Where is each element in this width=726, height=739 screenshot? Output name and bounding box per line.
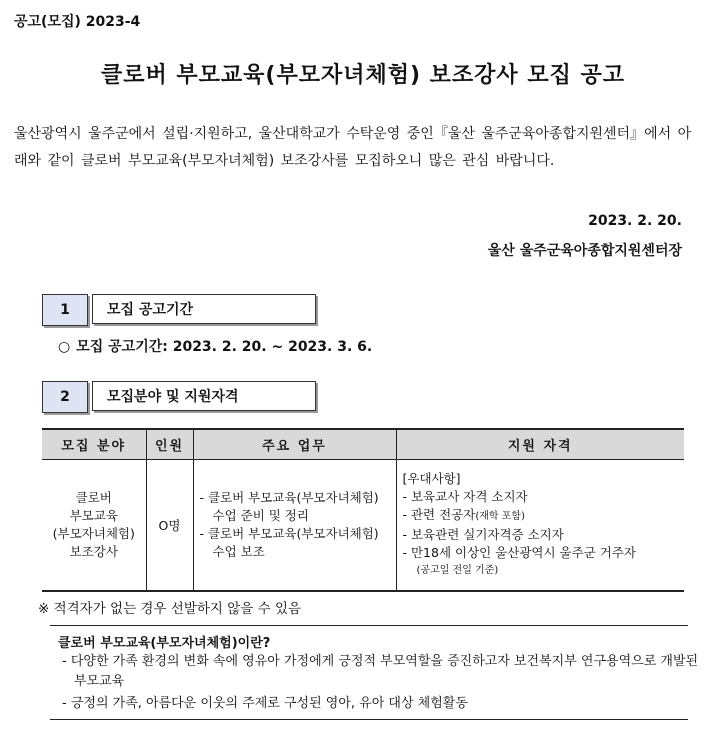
header-field: 모집 분야 (42, 429, 146, 460)
field-line: 보조강사 (69, 544, 118, 559)
about-title: 클로버 부모교육(부모자녀체험)이란? (58, 636, 271, 651)
qual-item (403, 506, 684, 526)
duties-cell (193, 460, 396, 592)
qual-item: - 보육교사 자격 소지자 (402, 489, 528, 504)
field-line: (부모자녀체험) (52, 526, 135, 541)
about-item: - 긍정의 가족, 아름다운 이웃의 주제로 구성된 영아, 유아 대상 체험활동 (62, 696, 468, 711)
qual-note: (공고일 전일 기준) (416, 565, 499, 576)
field-cell (42, 460, 146, 592)
qualifications-cell (396, 460, 684, 592)
signer: 울산 울주군육아종합지원센터장 (487, 243, 682, 259)
field-line: 클로버 (75, 490, 112, 505)
table-header-row (42, 429, 684, 460)
duty-item: - 클로버 부모교육(부모자녀체험) 수업 보조 (199, 526, 379, 559)
count-cell: O명 (146, 460, 193, 592)
section-1-title: 모집 공고기간 (92, 294, 316, 324)
about-item: - 다양한 가족 환경의 변화 속에 영유아 가정에게 긍정적 부모역할을 증진하고자 보건복지부 연구용역으로 개발된 부모교육 (62, 654, 699, 689)
qual-header: [우대사항] (402, 471, 461, 486)
announcement-date: 2023. 2. 20. (588, 213, 682, 229)
table-row (42, 460, 684, 592)
recruitment-table (42, 428, 684, 592)
header-duties: 주요 업무 (193, 429, 396, 460)
circle-bullet-icon: ○ (58, 339, 71, 355)
selection-note: ※ 적격자가 없는 경우 선발하지 않을 수 있음 (38, 601, 302, 617)
qual-item: - 보육관련 실기자격증 소지자 (402, 527, 564, 542)
period-text: 모집 공고기간: 2023. 2. 20. ~ 2023. 3. 6. (76, 339, 373, 355)
duty-item: - 클로버 부모교육(부모자녀체험) 수업 준비 및 정리 (199, 490, 379, 523)
document-number: 공고(모집) 2023-4 (14, 14, 141, 30)
section-2-title: 모집분야 및 지원자격 (92, 381, 316, 411)
about-box-top-rule (50, 625, 688, 626)
field-line: 부모교육 (69, 508, 118, 523)
qual-item: - 만18세 이상인 울산광역시 울주군 거주자 (402, 545, 636, 560)
intro-paragraph: 울산광역시 울주군에서 설립·지원하고, 울산대학교가 수탁운영 중인『울산 울주군육아종합지원센터』에서 아래와 같이 클로버 부모교육(부모자녀체험) 보조강사를 모집하오니 많은 관심 바랍니다. (14, 126, 692, 169)
page-title: 클로버 부모교육(부모자녀체험) 보조강사 모집 공고 (100, 63, 626, 88)
section-1-period (58, 336, 372, 356)
qual-item-text: - 관련 전공자 (402, 507, 476, 522)
qual-note: (재학 포함) (475, 511, 525, 522)
about-box-bottom-rule (50, 719, 688, 720)
section-1-number: 1 (42, 294, 88, 326)
header-qualifications: 지원 자격 (396, 429, 684, 460)
header-count: 인원 (146, 429, 193, 460)
section-2-number: 2 (42, 381, 88, 413)
